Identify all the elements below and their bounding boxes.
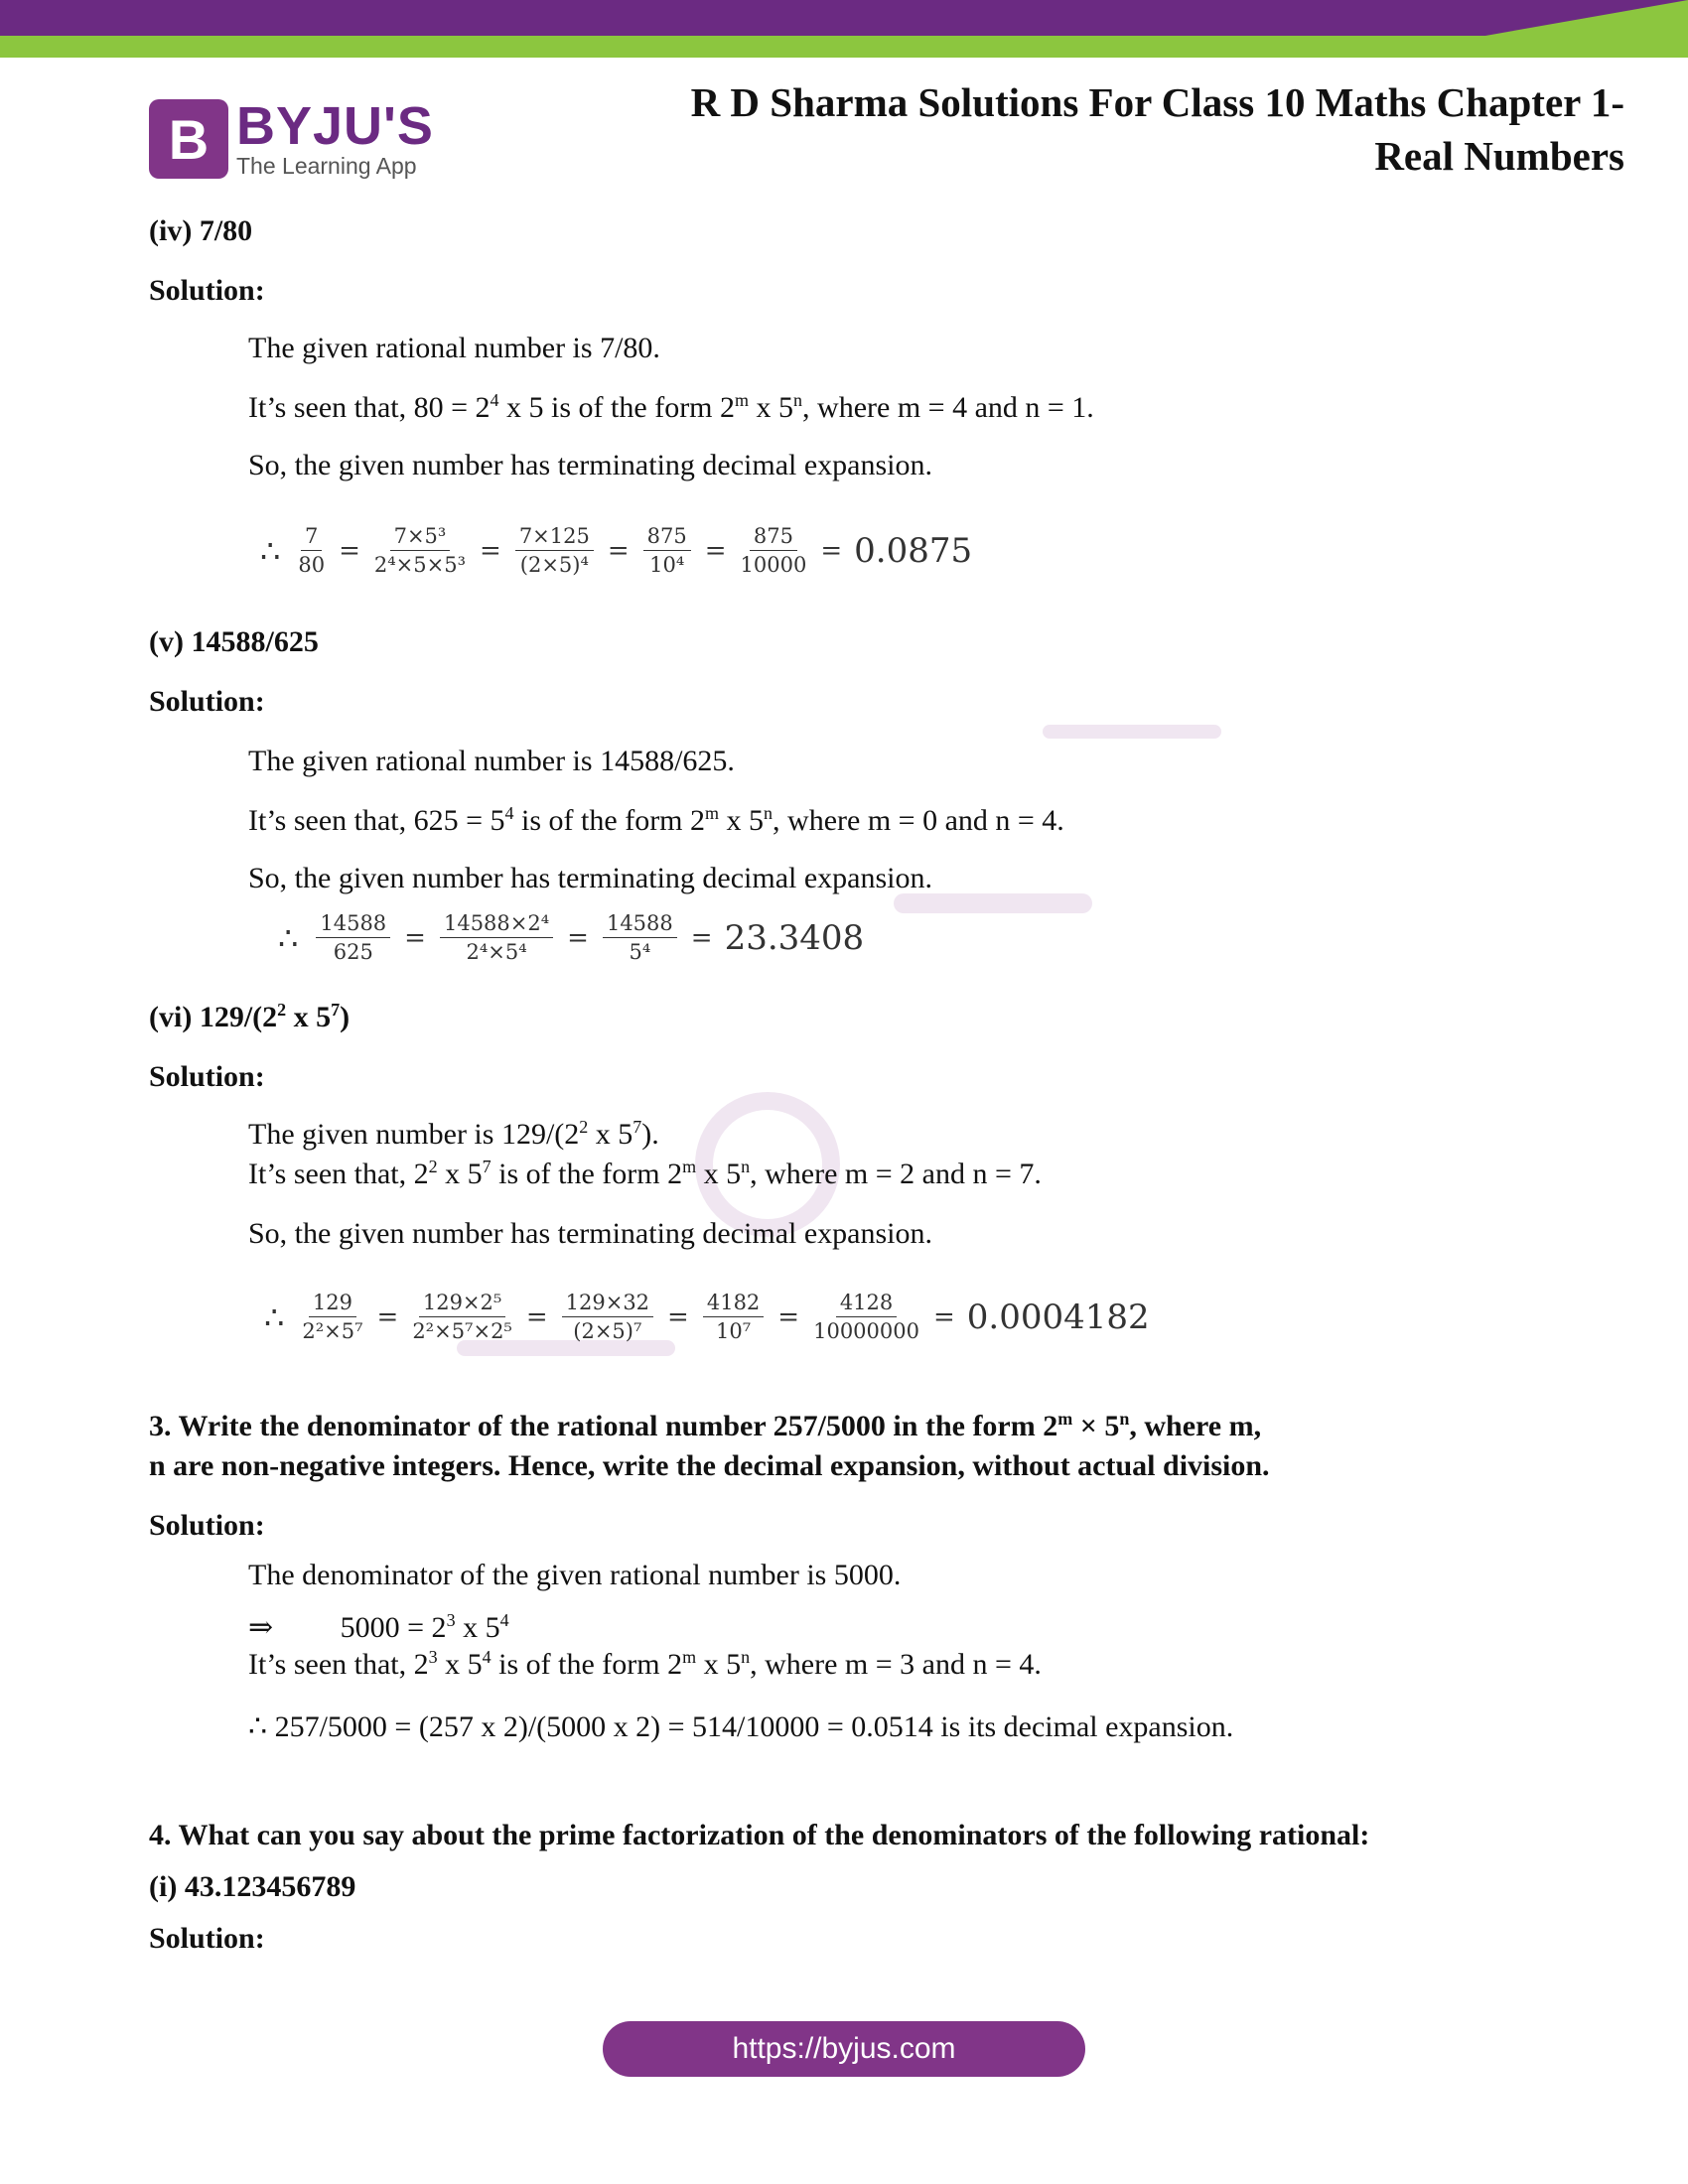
superscript: n [1119,1409,1130,1429]
part-iv-solution-label: Solution: [149,274,265,307]
superscript: 4 [504,803,514,823]
numerator: 129×32 [562,1291,653,1317]
equals-sign: = [480,535,501,566]
numerator: 7×5³ [390,524,451,551]
fraction [813,1291,919,1343]
text-span: x 5 [437,1648,483,1681]
superscript: m [735,390,750,410]
footer-url-link[interactable] [603,2021,1085,2077]
denominator: 2²×5⁷ [302,1319,363,1343]
part-iv-line3: So, the given number has terminating decimal expansion. [248,449,933,481]
implies-arrow: ⇒ [248,1611,274,1644]
part-v-line2 [248,804,1064,838]
watermark-shape [894,893,1092,913]
equation-result: 0.0004182 [966,1297,1150,1337]
superscript: 3 [428,1647,438,1667]
superscript: n [741,1647,751,1667]
numerator: 4128 [836,1291,897,1317]
text-span: , where m = 3 and n = 4. [750,1648,1042,1681]
denominator: 10000 [740,553,807,577]
part-v-line3: So, the given number has terminating decimal expansion. [248,862,933,894]
part-v-heading: (v) 14588/625 [149,625,319,658]
text-span: × 5 [1072,1410,1120,1442]
denominator: 10000000 [813,1319,919,1343]
superscript: 7 [633,1117,642,1137]
page-title-line2: Real Numbers [1374,133,1624,179]
text-span: is of the form 2 [491,1158,683,1190]
text-span: x 5 [455,1611,500,1644]
equals-sign: = [932,1301,955,1332]
text-span: , where m = 4 and n = 1. [802,391,1094,424]
numerator: 14588 [316,911,390,938]
question-4-part-i: (i) 43.123456789 [149,1870,356,1903]
text-span: , where m = 2 and n = 7. [750,1158,1042,1190]
denominator: (2×5)⁷ [573,1319,642,1343]
superscript: 7 [482,1157,492,1176]
equals-sign: = [404,922,426,953]
therefore-symbol: ∴ [260,531,281,570]
fraction [603,911,677,964]
part-vi-line3: So, the given number has terminating decimal expansion. [248,1217,933,1250]
top-banner-purple [0,0,1688,36]
denominator: 10⁷ [716,1319,752,1343]
text-span: It’s seen that, 2 [248,1158,429,1190]
numerator: 7×125 [515,524,594,551]
fraction [374,524,466,577]
text-span: The given number is 129/(2 [248,1118,580,1151]
numerator: 129×2⁵ [419,1291,505,1317]
superscript: n [764,803,774,823]
logo-name: BYJU'S [236,96,434,156]
fraction [440,911,553,964]
superscript: 2 [277,1000,287,1020]
footer-url-text: https://byjus.com [732,2032,956,2065]
superscript: m [682,1157,697,1176]
question-4-solution-label: Solution: [149,1922,265,1955]
question-4-text: 4. What can you say about the prime factorization of the denominators of the following rational: [149,1819,1370,1851]
text-span: x 5 [696,1158,742,1190]
equals-sign: = [339,535,360,566]
denominator: 2⁴×5⁴ [466,940,527,964]
question-3-solution-label: Solution: [149,1509,265,1542]
text-span: x 5 [588,1118,633,1151]
text-span: is of the form 2 [513,804,706,837]
text-span: x 5 [749,391,794,424]
question-3-line2-sol [248,1610,509,1645]
part-iv-heading: (iv) 7/80 [149,214,253,247]
text-span: x 5 [719,804,765,837]
fraction [703,1291,764,1343]
part-v-line1: The given rational number is 14588/625. [248,745,735,777]
text-span: ) [340,1001,351,1033]
denominator: 80 [298,553,326,577]
numerator: 14588 [603,911,677,938]
question-3-line1-sol: The denominator of the given rational number is 5000. [248,1559,902,1591]
part-iv-line1: The given rational number is 7/80. [248,332,660,364]
denominator: (2×5)⁴ [519,553,589,577]
superscript: n [793,390,803,410]
text-span: x 5 [696,1648,742,1681]
equals-sign: = [667,1301,689,1332]
part-vi-line2 [248,1158,1042,1191]
part-vi-solution-label: Solution: [149,1060,265,1093]
part-vi-line1 [248,1118,659,1152]
text-span: 3. Write the denominator of the rational number 257/5000 in the form 2 [149,1410,1058,1442]
denominator: 2²×5⁷×2⁵ [412,1319,512,1343]
therefore-symbol: ∴ [278,918,299,957]
superscript: 3 [446,1610,456,1630]
superscript: 4 [482,1647,492,1667]
question-3-line4-sol: ∴ 257/5000 = (257 x 2)/(5000 x 2) = 514/10000 = 0.0514 is its decimal expansion. [248,1710,1234,1743]
logo-tagline: The Learning App [236,153,417,179]
question-3-line1 [149,1410,1559,1443]
superscript: 7 [331,1000,341,1020]
equals-sign: = [567,922,589,953]
question-3-line2: n are non-negative integers. Hence, write the decimal expansion, without actual division. [149,1449,1270,1482]
superscript: 4 [490,390,499,410]
fraction [412,1291,512,1343]
part-iv-line2 [248,391,1094,425]
equals-sign: = [607,535,630,566]
numerator: 875 [750,524,797,551]
text-span: x 5 [437,1158,483,1190]
numerator: 7 [301,524,322,551]
watermark-shape [1043,725,1221,739]
part-vi-heading [149,1001,350,1034]
page-title [532,75,1624,183]
text-span: It’s seen that, 2 [248,1648,429,1681]
fraction [741,524,807,577]
fraction [302,1291,362,1343]
numerator: 4182 [703,1291,764,1317]
fraction [515,524,594,577]
text-span: x 5 is of the form 2 [498,391,736,424]
denominator: 10⁴ [649,553,685,577]
superscript: m [1057,1409,1073,1429]
equals-sign: = [376,1301,399,1332]
fraction [298,524,325,577]
text-span: , where m = 0 and n = 4. [773,804,1064,837]
fraction [643,524,691,577]
text-span: It’s seen that, 80 = 2 [248,391,491,424]
equals-sign: = [820,535,843,566]
fraction [562,1291,653,1343]
superscript: 2 [579,1117,589,1137]
superscript: m [705,803,720,823]
equals-sign: = [525,1301,548,1332]
denominator: 5⁴ [629,940,651,964]
equation-result: 0.0875 [854,530,973,571]
equation-result: 23.3408 [724,917,865,958]
therefore-symbol: ∴ [264,1297,285,1336]
superscript: n [741,1157,751,1176]
denominator: 625 [333,940,373,964]
part-v-equation [278,911,864,964]
numerator: 129 [309,1291,356,1317]
byjus-logo-icon [149,99,228,179]
part-iv-equation [260,524,972,577]
superscript: m [682,1647,697,1667]
text-span: It’s seen that, 625 = 5 [248,804,505,837]
superscript: 2 [428,1157,438,1176]
part-v-solution-label: Solution: [149,685,265,718]
numerator: 14588×2⁴ [440,911,553,938]
text-span: (vi) 129/(2 [149,1001,278,1033]
part-vi-equation [264,1291,1150,1343]
equals-sign: = [777,1301,800,1332]
denominator: 2⁴×5×5³ [373,553,467,577]
text-span: , where m, [1129,1410,1262,1442]
text-span: ). [641,1118,659,1151]
text-span: is of the form 2 [491,1648,683,1681]
equals-sign: = [704,535,727,566]
numerator: 875 [643,524,691,551]
superscript: 4 [499,1610,509,1630]
text-span: x 5 [286,1001,332,1033]
fraction [316,911,390,964]
text-span: 5000 = 2 [340,1611,447,1644]
page-title-line1: R D Sharma Solutions For Class 10 Maths Chapter 1- [690,79,1624,125]
question-3-line3-sol [248,1648,1042,1682]
logo-letter: B [168,107,210,171]
equals-sign: = [690,922,713,953]
